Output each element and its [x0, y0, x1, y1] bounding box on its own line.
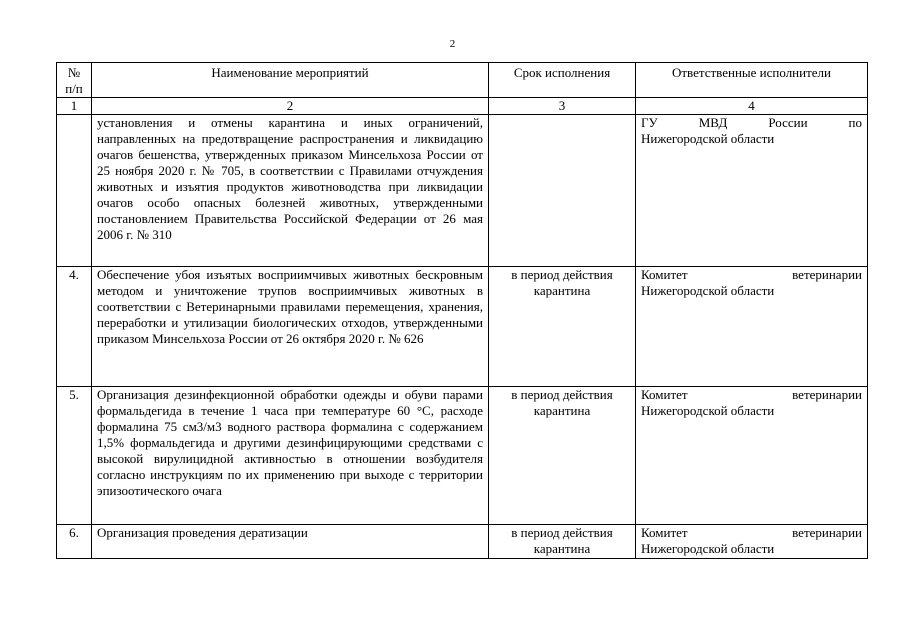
responsible-word: ветеринарии	[792, 267, 862, 282]
responsible-word: ГУ	[641, 115, 658, 130]
responsible-word: России	[768, 115, 808, 130]
measure-responsible	[636, 115, 868, 267]
table-row	[57, 387, 868, 525]
column-number-row	[57, 98, 868, 115]
measure-name: Организация проведения дератизации	[92, 525, 489, 559]
responsible-word: ветеринарии	[792, 525, 862, 540]
measure-term: в период действия карантина	[489, 267, 636, 387]
measure-responsible	[636, 267, 868, 387]
responsible-line-2: Нижегородской области	[641, 403, 775, 418]
header-responsible: Ответственные исполнители	[636, 63, 868, 98]
row-number: 6.	[57, 525, 92, 559]
row-number	[57, 115, 92, 267]
measure-name: установления и отмены карантина и иных ограничений, направленных на предотвращение распространения и ликвидацию очагов бешенства, утвержденных приказом Минсельхоза России от 25 ноября 2020 г. № 705, в соответствии с Правилами отчуждения животных и изъятия продуктов животноводства при ликвидации очагов особо опасных болезней животных, утвержденными постановлением Правительства Российской Федерации от 26 мая 2006 г. № 310	[92, 115, 489, 267]
measure-term: в период действия карантина	[489, 387, 636, 525]
measure-name: Обеспечение убоя изъятых восприимчивых животных бескровным методом и уничтожение трупов восприимчивых животных в соответствии с Ветеринарными правилами перемещения, хранения, переработки и утилизации биологических отходов, утвержденными приказом Минсельхоза России от 26 октября 2020 г. № 626	[92, 267, 489, 387]
row-number: 4.	[57, 267, 92, 387]
responsible-line-2: Нижегородской области	[641, 541, 775, 556]
responsible-line-1	[641, 525, 862, 541]
table-row	[57, 115, 868, 267]
column-number: 2	[92, 98, 489, 115]
responsible-line-1	[641, 267, 862, 283]
responsible-line-2: Нижегородской области	[641, 283, 775, 298]
responsible-word: ветеринарии	[792, 387, 862, 402]
column-number: 1	[57, 98, 92, 115]
page-number: 2	[449, 38, 456, 50]
responsible-word: Комитет	[641, 525, 688, 540]
table-header-row	[57, 63, 868, 98]
row-number: 5.	[57, 387, 92, 525]
header-term: Срок исполнения	[489, 63, 636, 98]
measure-term	[489, 115, 636, 267]
responsible-line-2: Нижегородской области	[641, 131, 775, 146]
header-no: № п/п	[57, 63, 92, 98]
responsible-word: Комитет	[641, 387, 688, 402]
responsible-word: Комитет	[641, 267, 688, 282]
column-number: 4	[636, 98, 868, 115]
measure-name: Организация дезинфекционной обработки одежды и обуви парами формальдегида в течение 1 часа при температуре 60 °С, расходе формалина 75 см3/м3 водного раствора формалина с содержанием 1,5% формальдегида и другими дезинфицирующими средствами с высокой вирулицидной активностью в отношении возбудителя согласно инструкциям по их применению при выходе с территории эпизоотического очага	[92, 387, 489, 525]
header-name: Наименование мероприятий	[92, 63, 489, 98]
table-row	[57, 267, 868, 387]
measure-responsible	[636, 525, 868, 559]
responsible-word: по	[848, 115, 862, 130]
measures-table	[56, 62, 868, 559]
measure-responsible	[636, 387, 868, 525]
table-row	[57, 525, 868, 559]
measure-term: в период действия карантина	[489, 525, 636, 559]
responsible-line-1	[641, 387, 862, 403]
responsible-word: МВД	[698, 115, 728, 130]
responsible-line-1	[641, 115, 862, 131]
column-number: 3	[489, 98, 636, 115]
